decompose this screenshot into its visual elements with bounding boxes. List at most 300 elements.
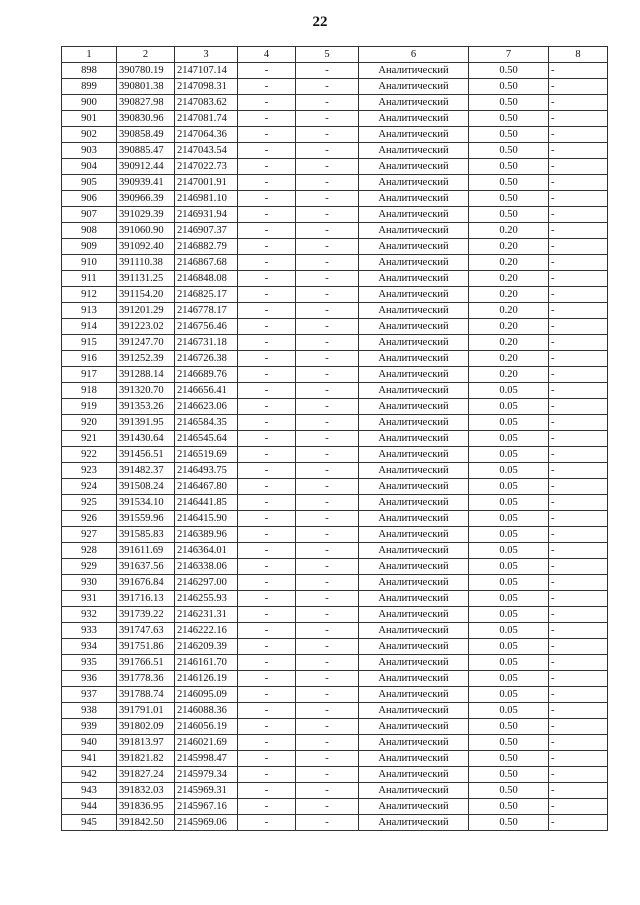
point-number-cell: 940 [62, 735, 117, 751]
table-row [62, 207, 608, 223]
column-header-8: 8 [549, 47, 608, 63]
column-4-cell: - [238, 767, 296, 783]
column-8-cell: - [549, 335, 608, 351]
column-5-cell: - [296, 111, 359, 127]
accuracy-cell: 0.50 [469, 63, 549, 79]
y-coordinate-cell: 2146222.16 [175, 623, 238, 639]
method-cell: Аналитический [359, 143, 469, 159]
accuracy-cell: 0.50 [469, 127, 549, 143]
point-number-cell: 935 [62, 655, 117, 671]
column-4-cell: - [238, 95, 296, 111]
method-cell: Аналитический [359, 223, 469, 239]
method-cell: Аналитический [359, 191, 469, 207]
y-coordinate-cell: 2146364.01 [175, 543, 238, 559]
table-row [62, 671, 608, 687]
column-8-cell: - [549, 95, 608, 111]
method-cell: Аналитический [359, 591, 469, 607]
column-4-cell: - [238, 447, 296, 463]
column-4-cell: - [238, 575, 296, 591]
column-4-cell: - [238, 351, 296, 367]
x-coordinate-cell: 391131.25 [117, 271, 175, 287]
y-coordinate-cell: 2145967.16 [175, 799, 238, 815]
column-5-cell: - [296, 207, 359, 223]
column-4-cell: - [238, 639, 296, 655]
column-8-cell: - [549, 543, 608, 559]
column-8-cell: - [549, 671, 608, 687]
column-5-cell: - [296, 495, 359, 511]
accuracy-cell: 0.50 [469, 207, 549, 223]
x-coordinate-cell: 391751.86 [117, 639, 175, 655]
table-row [62, 719, 608, 735]
column-8-cell: - [549, 639, 608, 655]
table-row [62, 351, 608, 367]
column-4-cell: - [238, 559, 296, 575]
accuracy-cell: 0.05 [469, 431, 549, 447]
table-row [62, 255, 608, 271]
column-8-cell: - [549, 255, 608, 271]
point-number-cell: 903 [62, 143, 117, 159]
table-row [62, 127, 608, 143]
table-row [62, 607, 608, 623]
x-coordinate-cell: 391827.24 [117, 767, 175, 783]
y-coordinate-cell: 2146867.68 [175, 255, 238, 271]
column-4-cell: - [238, 591, 296, 607]
x-coordinate-cell: 391788.74 [117, 687, 175, 703]
method-cell: Аналитический [359, 319, 469, 335]
method-cell: Аналитический [359, 383, 469, 399]
accuracy-cell: 0.50 [469, 815, 549, 831]
table-row [62, 383, 608, 399]
table-row [62, 559, 608, 575]
x-coordinate-cell: 391611.69 [117, 543, 175, 559]
point-number-cell: 939 [62, 719, 117, 735]
x-coordinate-cell: 391534.10 [117, 495, 175, 511]
x-coordinate-cell: 391585.83 [117, 527, 175, 543]
point-number-cell: 925 [62, 495, 117, 511]
column-4-cell: - [238, 815, 296, 831]
column-4-cell: - [238, 415, 296, 431]
y-coordinate-cell: 2146689.76 [175, 367, 238, 383]
accuracy-cell: 0.05 [469, 527, 549, 543]
accuracy-cell: 0.50 [469, 719, 549, 735]
y-coordinate-cell: 2146584.35 [175, 415, 238, 431]
accuracy-cell: 0.05 [469, 447, 549, 463]
column-5-cell: - [296, 559, 359, 575]
table-row [62, 495, 608, 511]
table-row [62, 783, 608, 799]
accuracy-cell: 0.50 [469, 191, 549, 207]
method-cell: Аналитический [359, 815, 469, 831]
column-8-cell: - [549, 63, 608, 79]
column-5-cell: - [296, 719, 359, 735]
y-coordinate-cell: 2146656.41 [175, 383, 238, 399]
point-number-cell: 917 [62, 367, 117, 383]
point-number-cell: 915 [62, 335, 117, 351]
column-8-cell: - [549, 303, 608, 319]
table-row [62, 511, 608, 527]
column-5-cell: - [296, 655, 359, 671]
table-row [62, 63, 608, 79]
method-cell: Аналитический [359, 495, 469, 511]
x-coordinate-cell: 391092.40 [117, 239, 175, 255]
table-row [62, 735, 608, 751]
accuracy-cell: 0.20 [469, 255, 549, 271]
y-coordinate-cell: 2145969.06 [175, 815, 238, 831]
column-4-cell: - [238, 271, 296, 287]
column-5-cell: - [296, 351, 359, 367]
y-coordinate-cell: 2146519.69 [175, 447, 238, 463]
column-4-cell: - [238, 239, 296, 255]
accuracy-cell: 0.50 [469, 799, 549, 815]
x-coordinate-cell: 391739.22 [117, 607, 175, 623]
x-coordinate-cell: 391247.70 [117, 335, 175, 351]
table-row [62, 335, 608, 351]
accuracy-cell: 0.50 [469, 751, 549, 767]
method-cell: Аналитический [359, 239, 469, 255]
accuracy-cell: 0.50 [469, 111, 549, 127]
point-number-cell: 923 [62, 463, 117, 479]
method-cell: Аналитический [359, 95, 469, 111]
table-row [62, 639, 608, 655]
column-5-cell: - [296, 735, 359, 751]
method-cell: Аналитический [359, 415, 469, 431]
x-coordinate-cell: 391842.50 [117, 815, 175, 831]
column-5-cell: - [296, 367, 359, 383]
method-cell: Аналитический [359, 767, 469, 783]
column-4-cell: - [238, 463, 296, 479]
column-4-cell: - [238, 255, 296, 271]
method-cell: Аналитический [359, 543, 469, 559]
column-5-cell: - [296, 287, 359, 303]
point-number-cell: 919 [62, 399, 117, 415]
table-row [62, 479, 608, 495]
point-number-cell: 907 [62, 207, 117, 223]
column-4-cell: - [238, 223, 296, 239]
table-row [62, 655, 608, 671]
y-coordinate-cell: 2146931.94 [175, 207, 238, 223]
x-coordinate-cell: 390939.41 [117, 175, 175, 191]
column-5-cell: - [296, 383, 359, 399]
point-number-cell: 924 [62, 479, 117, 495]
x-coordinate-cell: 391836.95 [117, 799, 175, 815]
table-row [62, 751, 608, 767]
y-coordinate-cell: 2146338.06 [175, 559, 238, 575]
column-4-cell: - [238, 383, 296, 399]
point-number-cell: 926 [62, 511, 117, 527]
column-8-cell: - [549, 527, 608, 543]
x-coordinate-cell: 391320.70 [117, 383, 175, 399]
accuracy-cell: 0.20 [469, 303, 549, 319]
column-8-cell: - [549, 287, 608, 303]
accuracy-cell: 0.20 [469, 271, 549, 287]
table-row [62, 271, 608, 287]
point-number-cell: 901 [62, 111, 117, 127]
column-5-cell: - [296, 575, 359, 591]
method-cell: Аналитический [359, 639, 469, 655]
table-row [62, 367, 608, 383]
method-cell: Аналитический [359, 271, 469, 287]
column-5-cell: - [296, 239, 359, 255]
column-8-cell: - [549, 143, 608, 159]
table-row [62, 799, 608, 815]
accuracy-cell: 0.05 [469, 495, 549, 511]
method-cell: Аналитический [359, 479, 469, 495]
column-5-cell: - [296, 335, 359, 351]
column-4-cell: - [238, 335, 296, 351]
point-number-cell: 932 [62, 607, 117, 623]
x-coordinate-cell: 391832.03 [117, 783, 175, 799]
accuracy-cell: 0.05 [469, 463, 549, 479]
column-5-cell: - [296, 95, 359, 111]
method-cell: Аналитический [359, 623, 469, 639]
column-4-cell: - [238, 735, 296, 751]
x-coordinate-cell: 391110.38 [117, 255, 175, 271]
column-8-cell: - [549, 767, 608, 783]
accuracy-cell: 0.50 [469, 175, 549, 191]
point-number-cell: 937 [62, 687, 117, 703]
y-coordinate-cell: 2146209.39 [175, 639, 238, 655]
point-number-cell: 945 [62, 815, 117, 831]
column-5-cell: - [296, 687, 359, 703]
x-coordinate-cell: 391482.37 [117, 463, 175, 479]
x-coordinate-cell: 391060.90 [117, 223, 175, 239]
point-number-cell: 927 [62, 527, 117, 543]
x-coordinate-cell: 391716.13 [117, 591, 175, 607]
y-coordinate-cell: 2146231.31 [175, 607, 238, 623]
y-coordinate-cell: 2146161.70 [175, 655, 238, 671]
column-4-cell: - [238, 191, 296, 207]
point-number-cell: 929 [62, 559, 117, 575]
y-coordinate-cell: 2146255.93 [175, 591, 238, 607]
column-8-cell: - [549, 207, 608, 223]
x-coordinate-cell: 391821.82 [117, 751, 175, 767]
method-cell: Аналитический [359, 671, 469, 687]
method-cell: Аналитический [359, 79, 469, 95]
column-8-cell: - [549, 463, 608, 479]
column-4-cell: - [238, 159, 296, 175]
table-row [62, 143, 608, 159]
table-row [62, 687, 608, 703]
column-8-cell: - [549, 399, 608, 415]
accuracy-cell: 0.05 [469, 399, 549, 415]
table-row [62, 111, 608, 127]
y-coordinate-cell: 2146021.69 [175, 735, 238, 751]
page-number: 22 [312, 14, 328, 30]
column-8-cell: - [549, 239, 608, 255]
x-coordinate-cell: 390827.98 [117, 95, 175, 111]
column-8-cell: - [549, 783, 608, 799]
column-5-cell: - [296, 783, 359, 799]
accuracy-cell: 0.50 [469, 95, 549, 111]
point-number-cell: 913 [62, 303, 117, 319]
column-4-cell: - [238, 287, 296, 303]
column-8-cell: - [549, 735, 608, 751]
column-header-4: 4 [238, 47, 296, 63]
y-coordinate-cell: 2146756.46 [175, 319, 238, 335]
method-cell: Аналитический [359, 447, 469, 463]
accuracy-cell: 0.05 [469, 511, 549, 527]
y-coordinate-cell: 2147081.74 [175, 111, 238, 127]
column-5-cell: - [296, 607, 359, 623]
y-coordinate-cell: 2146389.96 [175, 527, 238, 543]
column-4-cell: - [238, 623, 296, 639]
y-coordinate-cell: 2147083.62 [175, 95, 238, 111]
point-number-cell: 918 [62, 383, 117, 399]
accuracy-cell: 0.20 [469, 239, 549, 255]
table-row [62, 623, 608, 639]
column-4-cell: - [238, 207, 296, 223]
column-8-cell: - [549, 719, 608, 735]
method-cell: Аналитический [359, 127, 469, 143]
accuracy-cell: 0.05 [469, 543, 549, 559]
method-cell: Аналитический [359, 559, 469, 575]
table-row [62, 399, 608, 415]
method-cell: Аналитический [359, 255, 469, 271]
x-coordinate-cell: 391559.96 [117, 511, 175, 527]
table-row [62, 95, 608, 111]
accuracy-cell: 0.05 [469, 607, 549, 623]
accuracy-cell: 0.50 [469, 735, 549, 751]
column-4-cell: - [238, 607, 296, 623]
column-8-cell: - [549, 159, 608, 175]
y-coordinate-cell: 2147001.91 [175, 175, 238, 191]
accuracy-cell: 0.05 [469, 639, 549, 655]
accuracy-cell: 0.50 [469, 767, 549, 783]
point-number-cell: 936 [62, 671, 117, 687]
column-5-cell: - [296, 511, 359, 527]
column-8-cell: - [549, 591, 608, 607]
x-coordinate-cell: 390912.44 [117, 159, 175, 175]
column-8-cell: - [549, 447, 608, 463]
table-row [62, 447, 608, 463]
table-row [62, 463, 608, 479]
column-8-cell: - [549, 415, 608, 431]
x-coordinate-cell: 391391.95 [117, 415, 175, 431]
accuracy-cell: 0.50 [469, 143, 549, 159]
table-row [62, 415, 608, 431]
column-8-cell: - [549, 751, 608, 767]
column-5-cell: - [296, 319, 359, 335]
point-number-cell: 922 [62, 447, 117, 463]
table-row [62, 191, 608, 207]
method-cell: Аналитический [359, 783, 469, 799]
x-coordinate-cell: 390885.47 [117, 143, 175, 159]
x-coordinate-cell: 391778.36 [117, 671, 175, 687]
column-4-cell: - [238, 111, 296, 127]
y-coordinate-cell: 2146493.75 [175, 463, 238, 479]
table-row [62, 431, 608, 447]
accuracy-cell: 0.20 [469, 367, 549, 383]
method-cell: Аналитический [359, 431, 469, 447]
column-5-cell: - [296, 415, 359, 431]
header-row [62, 47, 608, 63]
x-coordinate-cell: 391813.97 [117, 735, 175, 751]
x-coordinate-cell: 390830.96 [117, 111, 175, 127]
column-header-1: 1 [62, 47, 117, 63]
accuracy-cell: 0.20 [469, 335, 549, 351]
accuracy-cell: 0.05 [469, 623, 549, 639]
column-5-cell: - [296, 815, 359, 831]
point-number-cell: 905 [62, 175, 117, 191]
y-coordinate-cell: 2147107.14 [175, 63, 238, 79]
y-coordinate-cell: 2146441.85 [175, 495, 238, 511]
column-4-cell: - [238, 527, 296, 543]
y-coordinate-cell: 2146545.64 [175, 431, 238, 447]
column-5-cell: - [296, 751, 359, 767]
column-5-cell: - [296, 447, 359, 463]
method-cell: Аналитический [359, 511, 469, 527]
column-4-cell: - [238, 751, 296, 767]
point-number-cell: 909 [62, 239, 117, 255]
table-row [62, 591, 608, 607]
column-8-cell: - [549, 127, 608, 143]
column-5-cell: - [296, 143, 359, 159]
column-5-cell: - [296, 703, 359, 719]
point-number-cell: 911 [62, 271, 117, 287]
column-4-cell: - [238, 543, 296, 559]
method-cell: Аналитический [359, 607, 469, 623]
accuracy-cell: 0.05 [469, 415, 549, 431]
x-coordinate-cell: 391747.63 [117, 623, 175, 639]
column-5-cell: - [296, 479, 359, 495]
column-4-cell: - [238, 479, 296, 495]
column-8-cell: - [549, 511, 608, 527]
y-coordinate-cell: 2146088.36 [175, 703, 238, 719]
y-coordinate-cell: 2147022.73 [175, 159, 238, 175]
column-5-cell: - [296, 671, 359, 687]
accuracy-cell: 0.20 [469, 351, 549, 367]
method-cell: Аналитический [359, 303, 469, 319]
point-number-cell: 900 [62, 95, 117, 111]
y-coordinate-cell: 2146126.19 [175, 671, 238, 687]
column-4-cell: - [238, 719, 296, 735]
table-row [62, 815, 608, 831]
column-4-cell: - [238, 63, 296, 79]
point-number-cell: 906 [62, 191, 117, 207]
point-number-cell: 938 [62, 703, 117, 719]
point-number-cell: 928 [62, 543, 117, 559]
column-4-cell: - [238, 127, 296, 143]
coordinates-table [61, 46, 608, 831]
y-coordinate-cell: 2145998.47 [175, 751, 238, 767]
y-coordinate-cell: 2146467.80 [175, 479, 238, 495]
point-number-cell: 914 [62, 319, 117, 335]
y-coordinate-cell: 2146882.79 [175, 239, 238, 255]
method-cell: Аналитический [359, 703, 469, 719]
accuracy-cell: 0.05 [469, 591, 549, 607]
column-8-cell: - [549, 271, 608, 287]
table-row [62, 175, 608, 191]
table-row [62, 543, 608, 559]
column-header-2: 2 [117, 47, 175, 63]
point-number-cell: 898 [62, 63, 117, 79]
column-header-5: 5 [296, 47, 359, 63]
table-header [62, 47, 608, 63]
x-coordinate-cell: 391353.26 [117, 399, 175, 415]
column-5-cell: - [296, 431, 359, 447]
point-number-cell: 899 [62, 79, 117, 95]
y-coordinate-cell: 2147043.54 [175, 143, 238, 159]
point-number-cell: 930 [62, 575, 117, 591]
accuracy-cell: 0.20 [469, 287, 549, 303]
accuracy-cell: 0.05 [469, 575, 549, 591]
column-4-cell: - [238, 319, 296, 335]
column-5-cell: - [296, 799, 359, 815]
accuracy-cell: 0.05 [469, 559, 549, 575]
column-4-cell: - [238, 671, 296, 687]
column-5-cell: - [296, 159, 359, 175]
column-8-cell: - [549, 495, 608, 511]
